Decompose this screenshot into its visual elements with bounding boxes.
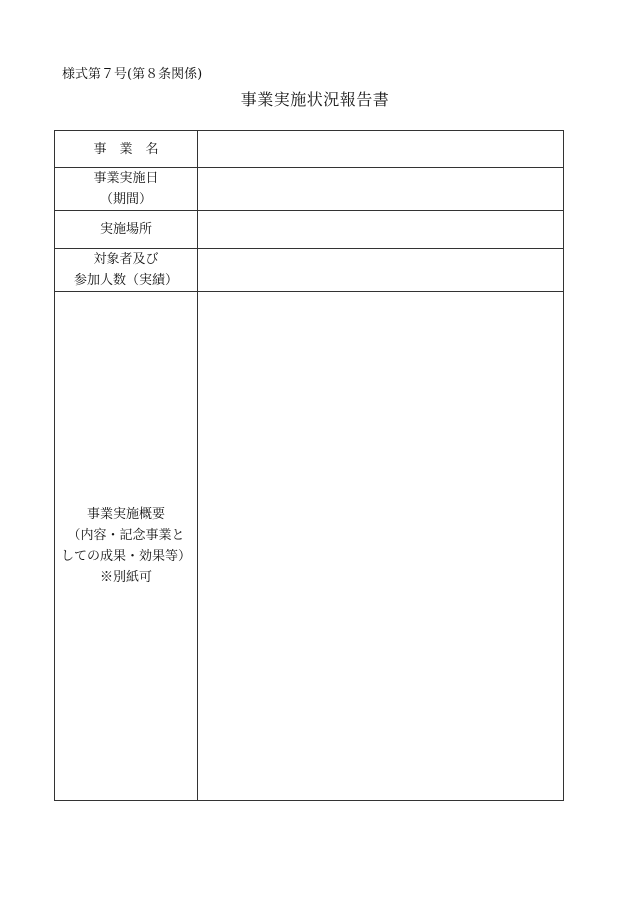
- row-participants: [55, 249, 564, 292]
- label-line: ※別紙可: [99, 570, 152, 585]
- label-line: 事業実施日: [93, 171, 159, 186]
- label-line: 対象者及び: [93, 252, 159, 267]
- label-venue: [55, 211, 198, 249]
- form-code: 様式第７号(第８条関係): [62, 67, 203, 82]
- field-venue[interactable]: [198, 211, 564, 249]
- report-table: [54, 130, 564, 801]
- field-project-name[interactable]: [198, 131, 564, 168]
- label-line: （内容・記念事業と: [67, 528, 185, 543]
- label-line: しての成果・効果等）: [60, 549, 191, 564]
- document-title: 事業実施状況報告書: [240, 90, 390, 109]
- field-participants[interactable]: [198, 249, 564, 292]
- row-project-name: [55, 131, 564, 168]
- label-project-name: [55, 131, 198, 168]
- label-line: 事業実施概要: [86, 507, 165, 522]
- field-overview[interactable]: [198, 292, 564, 801]
- label-overview: [55, 292, 198, 801]
- label-line: 実施場所: [99, 222, 152, 237]
- row-overview: [55, 292, 564, 801]
- field-implementation-date[interactable]: [198, 168, 564, 211]
- label-implementation-date: [55, 168, 198, 211]
- label-line: 参加人数（実績）: [73, 273, 178, 288]
- row-venue: [55, 211, 564, 249]
- label-line: （期間）: [99, 192, 152, 207]
- row-implementation-date: [55, 168, 564, 211]
- label-line: 事 業 名: [93, 141, 159, 157]
- label-participants: [55, 249, 198, 292]
